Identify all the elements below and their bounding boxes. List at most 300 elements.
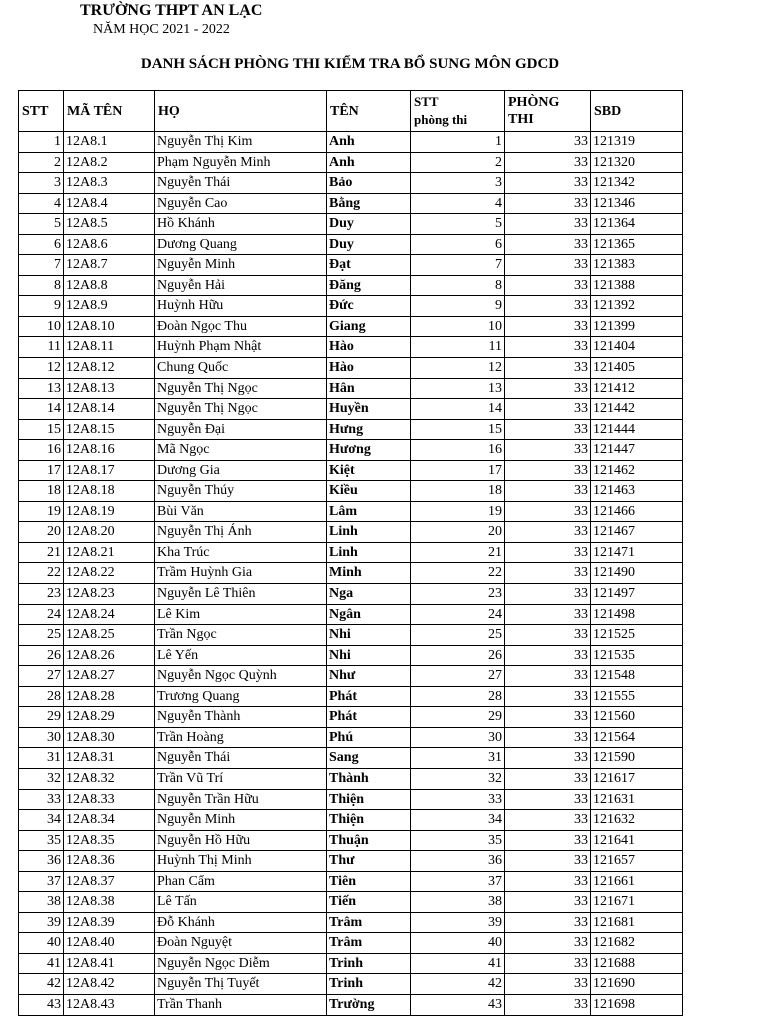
cell-stt-phong-thi: 34	[411, 810, 505, 831]
cell-ma-ten: 12A8.16	[64, 440, 155, 461]
cell-sbd: 121404	[591, 337, 683, 358]
cell-stt: 15	[19, 419, 64, 440]
cell-stt: 8	[19, 275, 64, 296]
cell-ten: Phú	[327, 727, 411, 748]
cell-ma-ten: 12A8.2	[64, 152, 155, 173]
cell-sbd: 121498	[591, 604, 683, 625]
cell-stt-phong-thi: 35	[411, 830, 505, 851]
cell-phong-thi: 33	[505, 460, 591, 481]
cell-stt-phong-thi: 43	[411, 994, 505, 1015]
cell-phong-thi: 33	[505, 296, 591, 317]
cell-stt-phong-thi: 39	[411, 912, 505, 933]
cell-sbd: 121392	[591, 296, 683, 317]
table-row	[19, 563, 683, 584]
cell-phong-thi: 33	[505, 522, 591, 543]
table-row	[19, 892, 683, 913]
cell-ho: Nguyễn Thị Tuyết	[155, 974, 327, 995]
cell-phong-thi: 33	[505, 604, 591, 625]
cell-phong-thi: 33	[505, 953, 591, 974]
cell-ten: Thiện	[327, 789, 411, 810]
cell-stt: 13	[19, 378, 64, 399]
cell-phong-thi: 33	[505, 132, 591, 153]
cell-sbd: 121346	[591, 193, 683, 214]
cell-ho: Phạm Nguyễn Minh	[155, 152, 327, 173]
cell-phong-thi: 33	[505, 584, 591, 605]
table-row	[19, 419, 683, 440]
cell-phong-thi: 33	[505, 892, 591, 913]
table-row	[19, 481, 683, 502]
cell-ten: Bằng	[327, 193, 411, 214]
cell-ma-ten: 12A8.30	[64, 727, 155, 748]
cell-ma-ten: 12A8.41	[64, 953, 155, 974]
column-header-stt-phong-thi-line1: STT	[414, 94, 439, 109]
table-body	[19, 132, 683, 1016]
cell-sbd: 121442	[591, 399, 683, 420]
cell-stt: 20	[19, 522, 64, 543]
cell-ten: Minh	[327, 563, 411, 584]
cell-stt: 9	[19, 296, 64, 317]
cell-sbd: 121671	[591, 892, 683, 913]
cell-ma-ten: 12A8.20	[64, 522, 155, 543]
cell-ho: Nguyễn Hồ Hữu	[155, 830, 327, 851]
cell-sbd: 121383	[591, 255, 683, 276]
cell-ma-ten: 12A8.33	[64, 789, 155, 810]
cell-ten: Thư	[327, 851, 411, 872]
cell-ho: Trần Ngọc	[155, 625, 327, 646]
cell-sbd: 121463	[591, 481, 683, 502]
cell-stt: 14	[19, 399, 64, 420]
cell-sbd: 121447	[591, 440, 683, 461]
cell-sbd: 121466	[591, 501, 683, 522]
cell-ho: Đoàn Ngọc Thu	[155, 316, 327, 337]
cell-ma-ten: 12A8.18	[64, 481, 155, 502]
cell-ten: Kiệt	[327, 460, 411, 481]
cell-ten: Phát	[327, 686, 411, 707]
cell-ma-ten: 12A8.1	[64, 132, 155, 153]
cell-phong-thi: 33	[505, 563, 591, 584]
cell-stt-phong-thi: 30	[411, 727, 505, 748]
cell-stt-phong-thi: 12	[411, 358, 505, 379]
cell-phong-thi: 33	[505, 912, 591, 933]
table-row	[19, 912, 683, 933]
cell-ho: Nguyễn Thị Ánh	[155, 522, 327, 543]
cell-ten: Hương	[327, 440, 411, 461]
table-row	[19, 686, 683, 707]
exam-room-table	[18, 90, 683, 1016]
cell-stt-phong-thi: 15	[411, 419, 505, 440]
cell-stt: 37	[19, 871, 64, 892]
cell-ten: Anh	[327, 132, 411, 153]
cell-stt: 1	[19, 132, 64, 153]
cell-stt: 21	[19, 542, 64, 563]
cell-ten: Anh	[327, 152, 411, 173]
cell-stt-phong-thi: 31	[411, 748, 505, 769]
cell-stt: 11	[19, 337, 64, 358]
cell-stt: 43	[19, 994, 64, 1015]
cell-stt: 24	[19, 604, 64, 625]
cell-stt-phong-thi: 27	[411, 666, 505, 687]
cell-ma-ten: 12A8.9	[64, 296, 155, 317]
cell-stt: 27	[19, 666, 64, 687]
cell-phong-thi: 33	[505, 645, 591, 666]
cell-ho: Nguyễn Thị Kim	[155, 132, 327, 153]
cell-ma-ten: 12A8.6	[64, 234, 155, 255]
cell-sbd: 121641	[591, 830, 683, 851]
table-row	[19, 604, 683, 625]
table-row	[19, 132, 683, 153]
cell-stt: 10	[19, 316, 64, 337]
table-row	[19, 542, 683, 563]
table-row	[19, 768, 683, 789]
cell-ten: Trinh	[327, 953, 411, 974]
cell-stt-phong-thi: 28	[411, 686, 505, 707]
cell-ho: Nguyễn Thái	[155, 748, 327, 769]
cell-stt: 17	[19, 460, 64, 481]
table-row	[19, 460, 683, 481]
table-row	[19, 522, 683, 543]
cell-stt-phong-thi: 13	[411, 378, 505, 399]
cell-ten: Tiên	[327, 871, 411, 892]
cell-sbd: 121661	[591, 871, 683, 892]
table-row	[19, 316, 683, 337]
cell-phong-thi: 33	[505, 440, 591, 461]
cell-ten: Duy	[327, 214, 411, 235]
column-header-sbd: SBD	[591, 91, 683, 132]
cell-stt: 26	[19, 645, 64, 666]
column-header-phong-thi	[505, 91, 591, 132]
table-row	[19, 851, 683, 872]
cell-ma-ten: 12A8.35	[64, 830, 155, 851]
table-row	[19, 625, 683, 646]
cell-ma-ten: 12A8.10	[64, 316, 155, 337]
cell-ho: Nguyễn Ngọc Quỳnh	[155, 666, 327, 687]
cell-phong-thi: 33	[505, 768, 591, 789]
table-row	[19, 707, 683, 728]
cell-ma-ten: 12A8.34	[64, 810, 155, 831]
cell-stt-phong-thi: 36	[411, 851, 505, 872]
cell-stt-phong-thi: 42	[411, 974, 505, 995]
cell-ma-ten: 12A8.27	[64, 666, 155, 687]
cell-ma-ten: 12A8.5	[64, 214, 155, 235]
table-row	[19, 871, 683, 892]
cell-ho: Kha Trúc	[155, 542, 327, 563]
cell-phong-thi: 33	[505, 255, 591, 276]
cell-sbd: 121617	[591, 768, 683, 789]
cell-ten: Hưng	[327, 419, 411, 440]
cell-phong-thi: 33	[505, 419, 591, 440]
cell-ten: Linh	[327, 522, 411, 543]
cell-ma-ten: 12A8.36	[64, 851, 155, 872]
cell-ma-ten: 12A8.14	[64, 399, 155, 420]
table-row	[19, 666, 683, 687]
cell-sbd: 121399	[591, 316, 683, 337]
cell-ho: Nguyễn Thái	[155, 173, 327, 194]
cell-ho: Dương Gia	[155, 460, 327, 481]
cell-ho: Nguyễn Minh	[155, 810, 327, 831]
cell-phong-thi: 33	[505, 378, 591, 399]
cell-stt: 2	[19, 152, 64, 173]
cell-stt-phong-thi: 4	[411, 193, 505, 214]
cell-stt: 30	[19, 727, 64, 748]
cell-ma-ten: 12A8.21	[64, 542, 155, 563]
cell-stt-phong-thi: 10	[411, 316, 505, 337]
cell-ma-ten: 12A8.26	[64, 645, 155, 666]
cell-sbd: 121471	[591, 542, 683, 563]
cell-ma-ten: 12A8.40	[64, 933, 155, 954]
cell-ho: Trần Hoàng	[155, 727, 327, 748]
cell-ho: Hồ Khánh	[155, 214, 327, 235]
cell-stt: 12	[19, 358, 64, 379]
cell-ma-ten: 12A8.3	[64, 173, 155, 194]
cell-ten: Huyền	[327, 399, 411, 420]
table-row	[19, 358, 683, 379]
cell-ten: Trường	[327, 994, 411, 1015]
cell-ma-ten: 12A8.25	[64, 625, 155, 646]
cell-phong-thi: 33	[505, 316, 591, 337]
table-row	[19, 234, 683, 255]
column-header-stt-phong-thi	[411, 91, 505, 132]
table-row	[19, 994, 683, 1015]
cell-sbd: 121535	[591, 645, 683, 666]
column-header-stt-phong-thi-line2: phòng thi	[414, 112, 468, 127]
cell-ho: Huỳnh Hữu	[155, 296, 327, 317]
cell-stt-phong-thi: 19	[411, 501, 505, 522]
cell-ho: Trầm Huỳnh Gia	[155, 563, 327, 584]
cell-sbd: 121590	[591, 748, 683, 769]
table-row	[19, 789, 683, 810]
cell-phong-thi: 33	[505, 810, 591, 831]
cell-ten: Tiến	[327, 892, 411, 913]
cell-ten: Đạt	[327, 255, 411, 276]
cell-ma-ten: 12A8.31	[64, 748, 155, 769]
table-row	[19, 255, 683, 276]
cell-phong-thi: 33	[505, 871, 591, 892]
table-row	[19, 933, 683, 954]
cell-ma-ten: 12A8.38	[64, 892, 155, 913]
cell-stt: 42	[19, 974, 64, 995]
cell-stt: 18	[19, 481, 64, 502]
cell-ten: Sang	[327, 748, 411, 769]
cell-stt-phong-thi: 2	[411, 152, 505, 173]
cell-stt: 33	[19, 789, 64, 810]
cell-ten: Trâm	[327, 933, 411, 954]
cell-stt-phong-thi: 11	[411, 337, 505, 358]
cell-phong-thi: 33	[505, 337, 591, 358]
cell-stt-phong-thi: 14	[411, 399, 505, 420]
cell-ho: Nguyễn Trần Hữu	[155, 789, 327, 810]
cell-phong-thi: 33	[505, 830, 591, 851]
table-row	[19, 152, 683, 173]
cell-ma-ten: 12A8.29	[64, 707, 155, 728]
cell-sbd: 121462	[591, 460, 683, 481]
cell-ho: Chung Quốc	[155, 358, 327, 379]
cell-sbd: 121690	[591, 974, 683, 995]
cell-ma-ten: 12A8.15	[64, 419, 155, 440]
column-header-phong-thi-line1: PHÒNG	[508, 95, 560, 110]
cell-ten: Lâm	[327, 501, 411, 522]
cell-ho: Trần Thanh	[155, 994, 327, 1015]
cell-ma-ten: 12A8.39	[64, 912, 155, 933]
cell-stt: 31	[19, 748, 64, 769]
cell-ho: Lê Yến	[155, 645, 327, 666]
cell-ten: Ngân	[327, 604, 411, 625]
cell-stt-phong-thi: 26	[411, 645, 505, 666]
cell-sbd: 121682	[591, 933, 683, 954]
cell-stt-phong-thi: 25	[411, 625, 505, 646]
cell-stt: 28	[19, 686, 64, 707]
table-row	[19, 584, 683, 605]
cell-sbd: 121467	[591, 522, 683, 543]
column-header-ho: HỌ	[155, 91, 327, 132]
cell-phong-thi: 33	[505, 748, 591, 769]
table-row	[19, 974, 683, 995]
cell-ten: Nhi	[327, 625, 411, 646]
cell-stt: 41	[19, 953, 64, 974]
cell-stt-phong-thi: 7	[411, 255, 505, 276]
table-row	[19, 748, 683, 769]
cell-sbd: 121444	[591, 419, 683, 440]
cell-ho: Nguyễn Thúy	[155, 481, 327, 502]
school-name: TRƯỜNG THPT AN LẠC	[80, 2, 263, 19]
cell-ten: Đức	[327, 296, 411, 317]
table-row	[19, 193, 683, 214]
cell-stt-phong-thi: 38	[411, 892, 505, 913]
cell-sbd: 121388	[591, 275, 683, 296]
cell-ten: Đăng	[327, 275, 411, 296]
cell-stt: 38	[19, 892, 64, 913]
cell-stt: 16	[19, 440, 64, 461]
cell-stt-phong-thi: 37	[411, 871, 505, 892]
table-row	[19, 440, 683, 461]
cell-ma-ten: 12A8.13	[64, 378, 155, 399]
cell-ho: Dương Quang	[155, 234, 327, 255]
cell-ho: Đoàn Nguyệt	[155, 933, 327, 954]
cell-ma-ten: 12A8.42	[64, 974, 155, 995]
cell-sbd: 121681	[591, 912, 683, 933]
cell-ten: Hào	[327, 337, 411, 358]
cell-ma-ten: 12A8.22	[64, 563, 155, 584]
table-header	[19, 91, 683, 132]
cell-sbd: 121319	[591, 132, 683, 153]
cell-ma-ten: 12A8.24	[64, 604, 155, 625]
cell-stt-phong-thi: 24	[411, 604, 505, 625]
cell-ho: Nguyễn Minh	[155, 255, 327, 276]
cell-ten: Duy	[327, 234, 411, 255]
cell-phong-thi: 33	[505, 152, 591, 173]
document-title: DANH SÁCH PHÒNG THI KIỂM TRA BỔ SUNG MÔN GDCD	[140, 56, 560, 72]
cell-ten: Thiện	[327, 810, 411, 831]
cell-sbd: 121555	[591, 686, 683, 707]
cell-stt: 19	[19, 501, 64, 522]
cell-ho: Huỳnh Phạm Nhật	[155, 337, 327, 358]
cell-phong-thi: 33	[505, 542, 591, 563]
table-row	[19, 296, 683, 317]
cell-ten: Trinh	[327, 974, 411, 995]
school-year: NĂM HỌC 2021 - 2022	[93, 22, 230, 37]
table-row	[19, 173, 683, 194]
cell-ho: Nguyễn Đại	[155, 419, 327, 440]
cell-stt: 6	[19, 234, 64, 255]
cell-stt-phong-thi: 40	[411, 933, 505, 954]
cell-stt-phong-thi: 33	[411, 789, 505, 810]
cell-stt-phong-thi: 21	[411, 542, 505, 563]
column-header-phong-thi-line2: THI	[508, 112, 534, 127]
cell-stt: 39	[19, 912, 64, 933]
cell-phong-thi: 33	[505, 399, 591, 420]
cell-phong-thi: 33	[505, 707, 591, 728]
cell-stt-phong-thi: 22	[411, 563, 505, 584]
cell-ho: Lê Kim	[155, 604, 327, 625]
table-row	[19, 214, 683, 235]
cell-ho: Nguyễn Thành	[155, 707, 327, 728]
cell-sbd: 121548	[591, 666, 683, 687]
cell-phong-thi: 33	[505, 625, 591, 646]
cell-phong-thi: 33	[505, 974, 591, 995]
cell-sbd: 121632	[591, 810, 683, 831]
cell-phong-thi: 33	[505, 193, 591, 214]
cell-ten: Nhi	[327, 645, 411, 666]
cell-ten: Nga	[327, 584, 411, 605]
cell-ma-ten: 12A8.11	[64, 337, 155, 358]
cell-sbd: 121320	[591, 152, 683, 173]
cell-stt-phong-thi: 1	[411, 132, 505, 153]
table-row	[19, 727, 683, 748]
cell-stt-phong-thi: 18	[411, 481, 505, 502]
cell-stt-phong-thi: 32	[411, 768, 505, 789]
cell-phong-thi: 33	[505, 851, 591, 872]
column-header-ten: TÊN	[327, 91, 411, 132]
table-row	[19, 501, 683, 522]
cell-stt-phong-thi: 6	[411, 234, 505, 255]
cell-stt: 4	[19, 193, 64, 214]
cell-stt: 22	[19, 563, 64, 584]
cell-ten: Giang	[327, 316, 411, 337]
cell-ten: Thành	[327, 768, 411, 789]
cell-ma-ten: 12A8.7	[64, 255, 155, 276]
cell-sbd: 121631	[591, 789, 683, 810]
cell-sbd: 121364	[591, 214, 683, 235]
cell-sbd: 121657	[591, 851, 683, 872]
cell-ho: Trần Vũ Trí	[155, 768, 327, 789]
cell-phong-thi: 33	[505, 234, 591, 255]
cell-ho: Nguyễn Cao	[155, 193, 327, 214]
cell-sbd: 121365	[591, 234, 683, 255]
column-header-stt: STT	[19, 91, 64, 132]
cell-ma-ten: 12A8.12	[64, 358, 155, 379]
cell-ho: Nguyễn Hải	[155, 275, 327, 296]
cell-ho: Mã Ngọc	[155, 440, 327, 461]
cell-ho: Nguyễn Lê Thiên	[155, 584, 327, 605]
cell-phong-thi: 33	[505, 789, 591, 810]
cell-ten: Hào	[327, 358, 411, 379]
cell-phong-thi: 33	[505, 501, 591, 522]
cell-ten: Như	[327, 666, 411, 687]
table-row	[19, 645, 683, 666]
cell-ho: Huỳnh Thị Minh	[155, 851, 327, 872]
table-row	[19, 337, 683, 358]
cell-phong-thi: 33	[505, 994, 591, 1015]
cell-ma-ten: 12A8.8	[64, 275, 155, 296]
cell-phong-thi: 33	[505, 214, 591, 235]
cell-ma-ten: 12A8.23	[64, 584, 155, 605]
cell-ho: Nguyễn Thị Ngọc	[155, 378, 327, 399]
cell-stt: 7	[19, 255, 64, 276]
cell-stt: 32	[19, 768, 64, 789]
cell-phong-thi: 33	[505, 481, 591, 502]
cell-stt: 36	[19, 851, 64, 872]
cell-ho: Nguyễn Thị Ngọc	[155, 399, 327, 420]
cell-stt-phong-thi: 16	[411, 440, 505, 461]
